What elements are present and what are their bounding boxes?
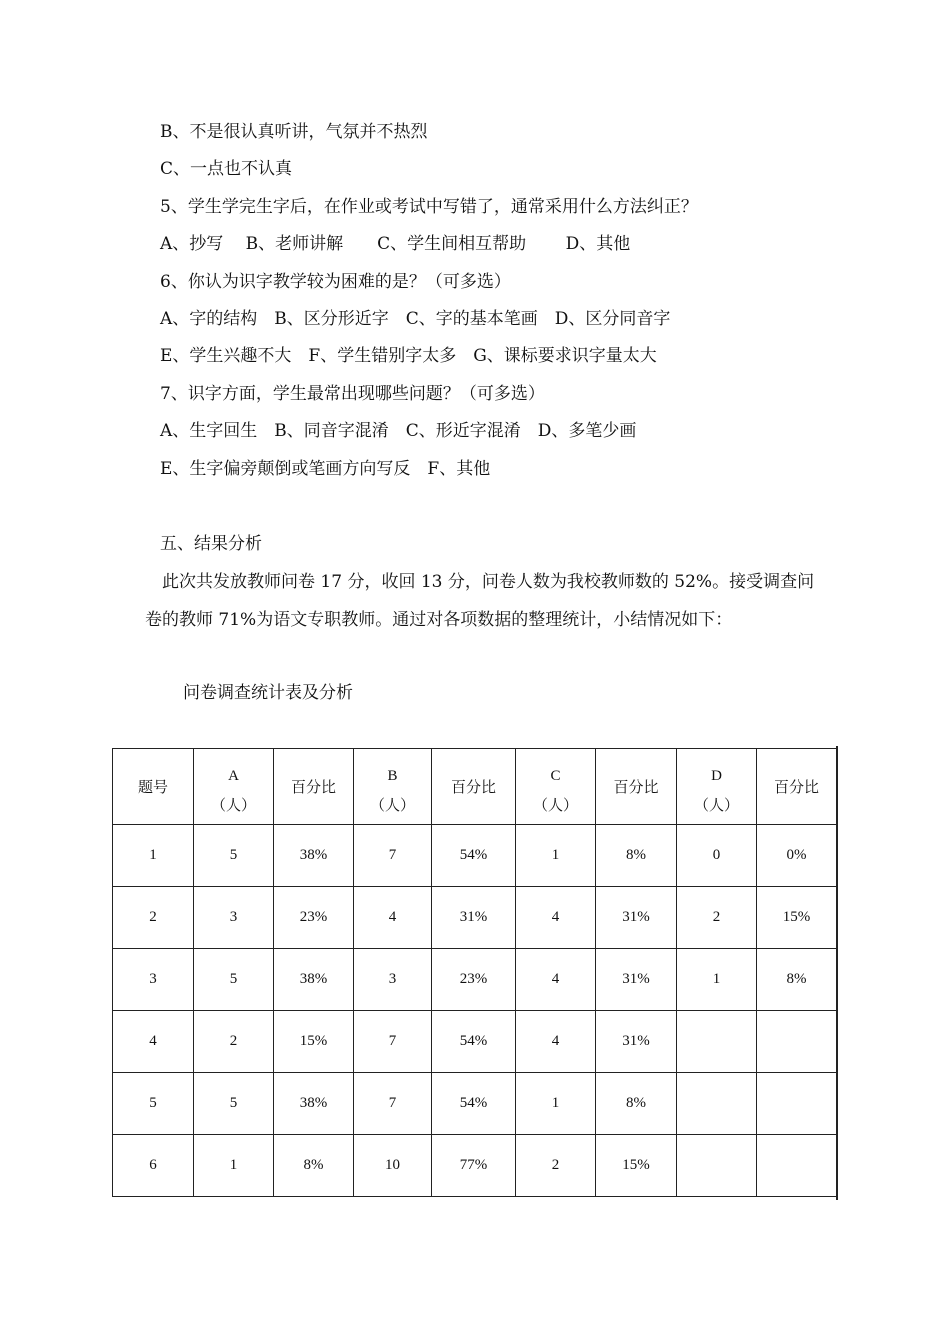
table-cell: 2 <box>516 1135 596 1197</box>
table-cell: 1 <box>194 1135 274 1197</box>
table-cell: 7 <box>354 825 432 887</box>
option-line: A、字的结构 B、区分形近字 C、字的基本笔画 D、区分同音字 <box>160 309 671 329</box>
table-cell: 54% <box>432 1011 516 1073</box>
option-line: C、一点也不认真 <box>160 159 293 179</box>
table-cell <box>677 1011 757 1073</box>
option-line: A、生字回生 B、同音字混淆 C、形近字混淆 D、多笔少画 <box>160 421 637 441</box>
table-cell: 8% <box>757 949 837 1011</box>
header-c-label: C <box>550 768 561 784</box>
analysis-paragraph <box>145 564 815 639</box>
table-cell: 4 <box>516 1011 596 1073</box>
table-cell: 5 <box>113 1073 194 1135</box>
table-cell <box>757 1135 837 1197</box>
header-d <box>677 749 757 825</box>
table-cell: 15% <box>757 887 837 949</box>
table-cell: 5 <box>194 949 274 1011</box>
table-cell: 1 <box>516 825 596 887</box>
table-cell: 7 <box>354 1011 432 1073</box>
table-cell: 31% <box>596 1011 677 1073</box>
table-cell: 38% <box>274 825 354 887</box>
header-question-number: 题号 <box>113 749 194 825</box>
table-cell: 5 <box>194 825 274 887</box>
table-cell: 3 <box>194 887 274 949</box>
option-line: B、不是很认真听讲，气氛并不热烈 <box>160 122 428 142</box>
header-a <box>194 749 274 825</box>
table-cell: 5 <box>194 1073 274 1135</box>
table-cell: 38% <box>274 949 354 1011</box>
table-cell: 1 <box>113 825 194 887</box>
table-cell <box>757 1011 837 1073</box>
table-cell: 8% <box>274 1135 354 1197</box>
table-cell: 31% <box>596 949 677 1011</box>
table-cell: 15% <box>274 1011 354 1073</box>
table-cell: 23% <box>274 887 354 949</box>
table-cell: 3 <box>354 949 432 1011</box>
table-cell: 15% <box>596 1135 677 1197</box>
table-cell: 8% <box>596 1073 677 1135</box>
table-cell: 7 <box>354 1073 432 1135</box>
header-a-unit: （人） <box>210 798 256 814</box>
table-cell: 1 <box>516 1073 596 1135</box>
table-row <box>113 887 837 949</box>
table-cell: 4 <box>113 1011 194 1073</box>
table-row <box>113 1073 837 1135</box>
header-d-unit: （人） <box>693 798 739 814</box>
table-cell <box>757 1073 837 1135</box>
table-header-row <box>113 749 837 825</box>
table-cell: 10 <box>354 1135 432 1197</box>
table-row <box>113 1011 837 1073</box>
table-cell: 23% <box>432 949 516 1011</box>
table-cell: 0 <box>677 825 757 887</box>
table-cell: 54% <box>432 1073 516 1135</box>
header-a-label: A <box>228 768 239 784</box>
header-a-percent: 百分比 <box>274 749 354 825</box>
header-c-unit: （人） <box>532 798 578 814</box>
table-cell: 1 <box>677 949 757 1011</box>
table-cell: 77% <box>432 1135 516 1197</box>
header-b-unit: （人） <box>369 798 415 814</box>
table-cell: 2 <box>194 1011 274 1073</box>
option-line: E、学生兴趣不大 F、学生错别字太多 G、课标要求识字量太大 <box>160 346 657 366</box>
table-cell: 4 <box>516 887 596 949</box>
table-cell: 2 <box>677 887 757 949</box>
table-row <box>113 949 837 1011</box>
table-cell: 8% <box>596 825 677 887</box>
header-b-label: B <box>387 768 398 784</box>
table-cell: 4 <box>516 949 596 1011</box>
statistics-table <box>112 748 837 1197</box>
table-cell <box>677 1135 757 1197</box>
table-right-border <box>836 746 838 1200</box>
table-cell: 31% <box>432 887 516 949</box>
table-cell: 2 <box>113 887 194 949</box>
question-5: 5、学生学完生字后，在作业或考试中写错了，通常采用什么方法纠正？ <box>160 197 698 217</box>
option-line: E、生字偏旁颠倒或笔画方向写反 F、其他 <box>160 459 491 479</box>
header-d-percent: 百分比 <box>757 749 837 825</box>
header-c-percent: 百分比 <box>596 749 677 825</box>
header-b-percent: 百分比 <box>432 749 516 825</box>
table-row <box>113 1135 837 1197</box>
table-cell: 31% <box>596 887 677 949</box>
table-row <box>113 825 837 887</box>
table-cell: 6 <box>113 1135 194 1197</box>
table-cell: 38% <box>274 1073 354 1135</box>
header-b <box>354 749 432 825</box>
table-cell <box>677 1073 757 1135</box>
question-7: 7、识字方面，学生最常出现哪些问题？（可多选） <box>160 384 545 404</box>
table-cell: 0% <box>757 825 837 887</box>
question-6: 6、你认为识字教学较为困难的是？（可多选） <box>160 272 511 292</box>
analysis-paragraph-text: 此次共发放教师问卷 17 分，收回 13 分，问卷人数为我校教师数的 52%。接受调查问卷的教师 71%为语文专职教师。通过对各项数据的整理统计，小结情况如下： <box>145 572 815 630</box>
section-heading: 五、结果分析 <box>160 534 262 554</box>
option-line: A、抄写 B、老师讲解 C、学生间相互帮助 D、其他 <box>160 234 631 254</box>
table-cell: 3 <box>113 949 194 1011</box>
header-d-label: D <box>711 768 722 784</box>
table-cell: 54% <box>432 825 516 887</box>
table-title: 问卷调查统计表及分析 <box>183 683 353 703</box>
header-c <box>516 749 596 825</box>
table-cell: 4 <box>354 887 432 949</box>
